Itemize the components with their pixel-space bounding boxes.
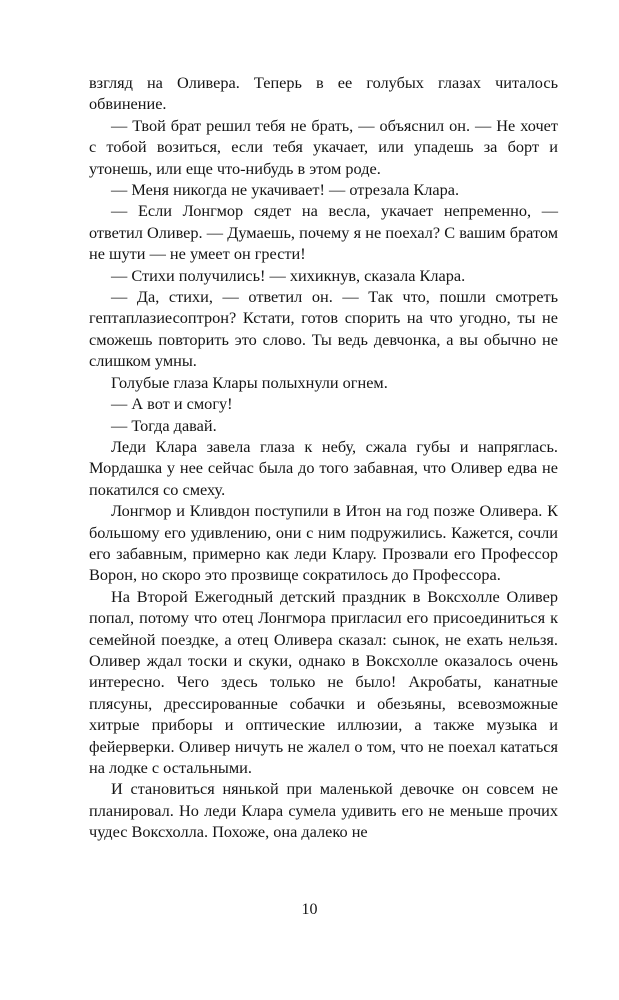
- paragraph: взгляд на Оливера. Теперь в ее голубых глазах читалось обвинение.: [89, 73, 558, 114]
- paragraph: — Стихи получились! — хихикнув, сказала Клара.: [111, 265, 466, 285]
- paragraph: — Если Лонгмор сядет на весла, укачает непременно, — ответил Оливер. — Думаешь, почему я не поехал? С вашим братом не шути — не умеет он грести!: [89, 201, 558, 264]
- paragraph: Леди Клара завела глаза к небу, сжала губы и напряглась. Мордашка у нее сейчас была до того забавная, что Оливер едва не покатился со смеху.: [89, 436, 558, 499]
- paragraph: — Меня никогда не укачивает! — отрезала Клара.: [111, 180, 460, 200]
- paragraph: Голубые глаза Клары полыхнули огнем.: [111, 372, 388, 392]
- paragraph: На Второй Ежегодный детский праздник в Воксхолле Оливер попал, потому что отец Лонгмора пригласил его присоединиться к семейной поездке, а отец Оливера сказал: сынок, не ехать нельзя. Оливер ждал тоски и скуки, однако в Воксхолле оказалось очень интересно. Чего здесь только не было! Акробаты, канатные плясуны, дрессированные собачки и обезьяны, всевозможные хитрые приборы и оптические иллюзии, а также музыка и фейерверки. Оливер ничуть не жалел о том, что не поехал кататься на лодке с остальными.: [89, 586, 558, 777]
- paragraph: Лонгмор и Кливдон поступили в Итон на год позже Оливера. К большому его удивлению, они с ним подружились. Кажется, сочли его забавным, примерно как леди Клару. Прозвали его Профессор Ворон, но скоро это прозвище сократилось до Профессора.: [89, 501, 558, 585]
- page-number: 10: [301, 901, 318, 918]
- paragraph: — А вот и смогу!: [111, 394, 233, 414]
- paragraph: И становиться нянькой при маленькой девочке он совсем не планировал. Но леди Клара сумела удивить его не меньше прочих чудес Воксхолла. Похоже, она далеко не: [89, 779, 558, 842]
- paragraph: — Да, стихи, — ответил он. — Так что, пошли смотреть гептаплазиесоптрон? Кстати, готов спорить на что угодно, ты не сможешь повторить это слово. Ты ведь девчонка, а вы обычно не слишком умны.: [89, 287, 558, 371]
- paragraph: — Твой брат решил тебя не брать, — объяснил он. — Не хочет с тобой возиться, если тебя укачает, или упадешь за борт и утонешь, или еще что-нибудь в этом роде.: [89, 115, 558, 178]
- page-body-text: [89, 72, 558, 843]
- paragraph: — Тогда давай.: [111, 415, 217, 435]
